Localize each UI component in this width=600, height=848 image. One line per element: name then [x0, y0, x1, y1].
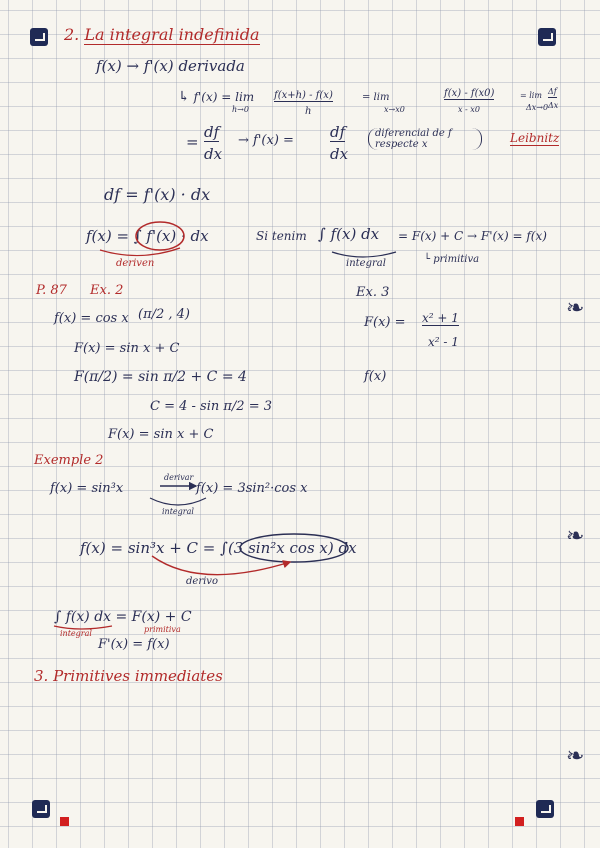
- df2-frac-den: dx: [330, 145, 349, 163]
- summary-integral-label: integral: [60, 629, 92, 638]
- section-number: 2.: [64, 25, 80, 44]
- summary-underline: [54, 626, 112, 629]
- differential-note: diferencial de f respecte x: [368, 128, 482, 150]
- df-frac-den: dx: [204, 145, 223, 163]
- margin-swirl-icon: ❧: [566, 524, 585, 549]
- def-limit-sub3: Δx→0: [526, 103, 549, 112]
- def-eq2: = lim: [362, 92, 390, 103]
- leibniz-label: Leibnitz: [510, 131, 560, 145]
- ex3-lhs: F(x) =: [364, 315, 406, 330]
- integral-equation: f(x) = ∫ f'(x) · dx: [86, 227, 209, 245]
- def-eq3: = lim: [520, 91, 542, 100]
- deriven-label: deriven: [116, 258, 155, 269]
- def-limit-sub2: x→x0: [384, 105, 405, 114]
- exemple2-line1-rhs: f(x) = 3sin²·cos x: [196, 481, 308, 496]
- derivo-arrow: [152, 556, 290, 575]
- derivo-label: derivo: [186, 576, 218, 587]
- summary-primitiva-label: primitiva: [144, 625, 181, 634]
- ex2-title: Ex. 2: [90, 283, 124, 298]
- df2-frac-num: df: [330, 123, 346, 141]
- ex2-line5: F(x) = sin x + C: [108, 427, 214, 442]
- si-result: = F(x) + C → F'(x) = f(x): [398, 229, 547, 243]
- section3-text: Primitives immediates: [53, 667, 223, 685]
- def-frac2-num: f(x) - f(x0): [444, 88, 495, 99]
- integral-arc: [150, 498, 206, 505]
- ex2-line1: f(x) = cos x: [54, 311, 129, 326]
- derivative-definition: ↳ f'(x) = lim: [178, 89, 255, 105]
- page-reference: P. 87: [36, 283, 67, 298]
- ex3-num: x² + 1: [422, 311, 459, 325]
- ex3-title: Ex. 3: [356, 285, 390, 300]
- derivar-label: derivar: [164, 473, 194, 482]
- derivada-label: derivada: [178, 57, 245, 75]
- eq-sign: =: [186, 133, 199, 151]
- summary-line1: ∫ f(x) dx = F(x) + C: [54, 609, 192, 625]
- primitiva-group: └ primitiva: [424, 254, 480, 265]
- section3-number: 3.: [34, 667, 49, 685]
- ex3-den: x² - 1: [428, 335, 459, 349]
- ex2-line4: C = 4 - sin π/2 = 3: [150, 399, 272, 414]
- integral-brace: [332, 252, 396, 257]
- exemple2-title: Exemple 2: [34, 453, 104, 468]
- section-title-text: La integral indefinida: [84, 25, 260, 44]
- ex3-fx: f(x): [364, 369, 387, 384]
- def-frac3-num: Δf: [548, 87, 557, 96]
- arrow-fprime: → f'(x) =: [238, 133, 294, 148]
- integral-small-label: integral: [162, 507, 194, 516]
- circle-integrand: [240, 534, 348, 562]
- margin-swirl-icon: ❧: [566, 744, 585, 769]
- margin-swirl-icon: ❧: [566, 296, 585, 321]
- def-frac-num: f(x+h) - f(x): [274, 90, 333, 101]
- ex2-line2: F(x) = sin x + C: [74, 341, 180, 356]
- si-tenim-label: Si tenim: [256, 229, 307, 243]
- integral-label: integral: [346, 258, 386, 269]
- si-integral: ∫ f(x) dx: [318, 225, 380, 243]
- def-lhs: f'(x) = lim: [193, 90, 255, 104]
- def-frac2-den: x - x0: [458, 105, 480, 114]
- ex2-line3: F(π/2) = sin π/2 + C = 4: [74, 369, 247, 385]
- df-frac-num: df: [204, 123, 220, 141]
- ex2-point: (π/2 , 4): [138, 307, 191, 322]
- primitiva-label: primitiva: [433, 254, 480, 265]
- differential-equation: df = f'(x) · dx: [104, 185, 211, 204]
- circle-fprime: [136, 222, 184, 250]
- def-frac3-den: Δx: [548, 101, 559, 110]
- def-frac-den: h: [305, 106, 312, 117]
- summary-line2: F'(x) = f(x): [98, 637, 170, 652]
- def-limit-sub1: h→0: [232, 105, 249, 114]
- derivative-mapping: f(x) → f'(x): [96, 57, 174, 75]
- exemple2-line2: f(x) = sin³x + C = ∫(3 sin²x cos x) dx: [80, 539, 357, 557]
- exemple2-line1: f(x) = sin³x: [50, 481, 124, 496]
